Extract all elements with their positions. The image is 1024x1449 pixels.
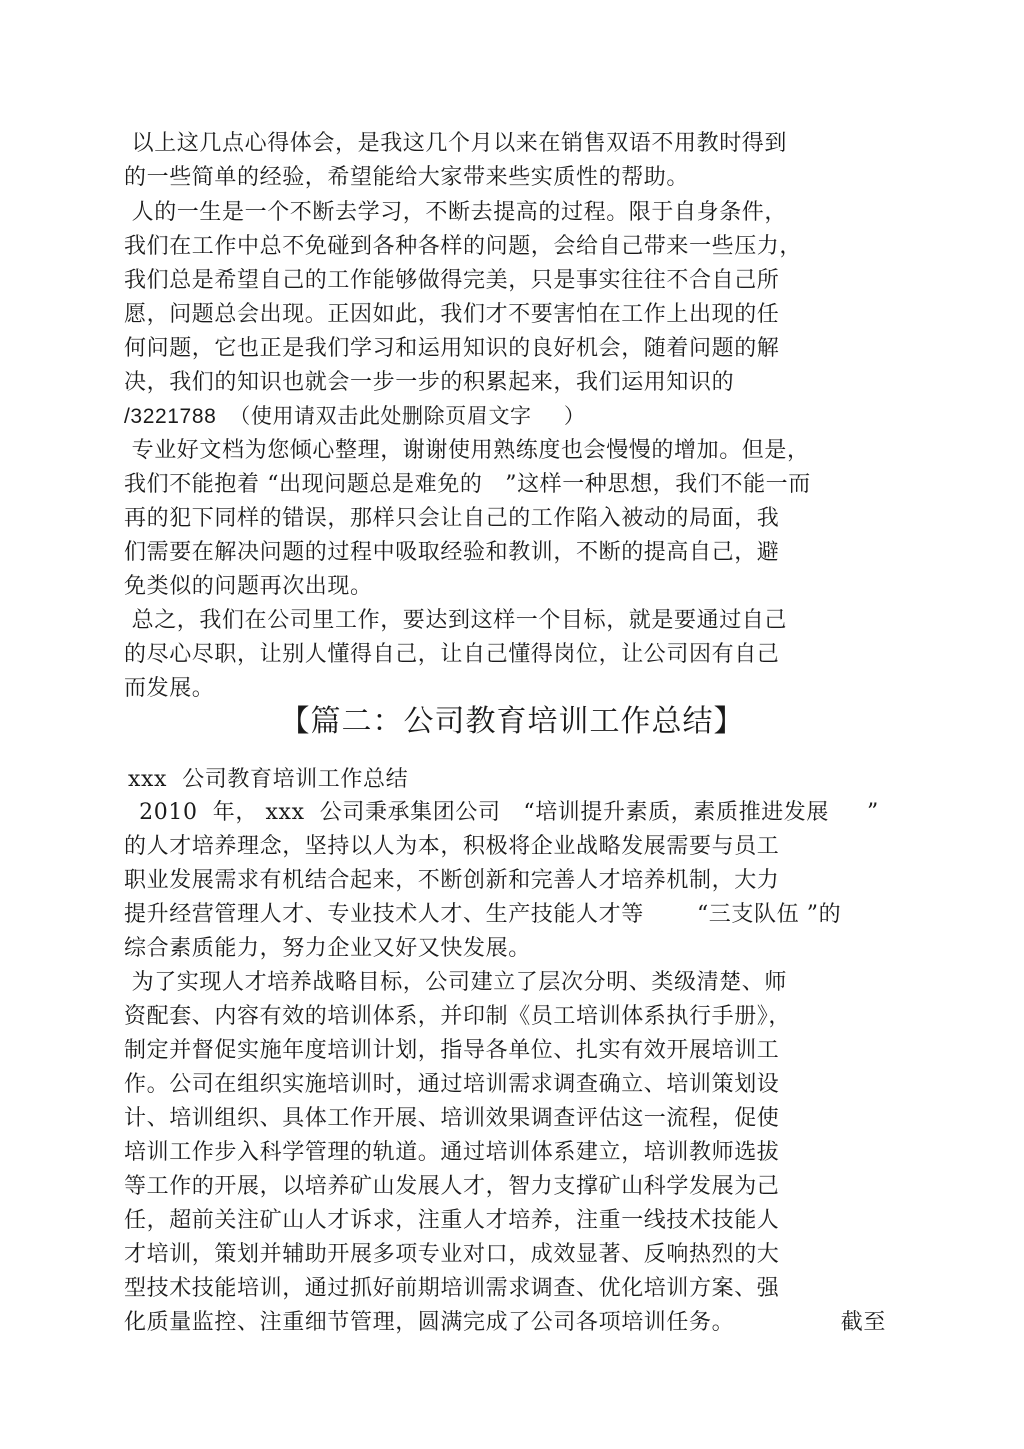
paragraph-line: 我们在工作中总不免碰到各种各样的问题，会给自己带来一些压力， — [124, 234, 803, 259]
paragraph-line: 型技术技能培训，通过抓好前期培训需求调查、优化培训方案、强 — [124, 1276, 780, 1301]
paragraph-line: 计、培训组织、具体工作开展、培训效果调查评估这一流程，促使 — [124, 1106, 780, 1131]
paragraph-line: 专业好文档为您倾心整理，谢谢使用熟练度也会慢慢的增加。但是， — [124, 438, 810, 463]
paragraph-line: 何问题，它也正是我们学习和运用知识的良好机会，随着问题的解 — [124, 336, 780, 361]
paragraph-line: 的一些简单的经验，希望能给大家带来些实质性的帮助。 — [124, 165, 690, 190]
paragraph-line: 而发展。 — [124, 676, 215, 701]
paragraph-line: 任，超前关注矿山人才诉求，注重人才培养，注重一线技术技能人 — [124, 1208, 780, 1233]
header-note: /3221788 （使用请双击此处删除页眉文字 ） — [124, 405, 586, 428]
paragraph-line: 制定并督促实施年度培训计划，指导各单位、扎实有效开展培训工 — [124, 1038, 780, 1063]
section-heading: 【篇二：公司教育培训工作总结】 — [279, 704, 745, 739]
paragraph-line: 作。公司在组织实施培训时，通过培训需求调查确立、培训策划设 — [124, 1072, 780, 1097]
section-subtitle: xxx 公司教育培训工作总结 — [128, 767, 409, 792]
paragraph-line-tail: 截至 — [840, 1310, 886, 1335]
paragraph-line: 决，我们的知识也就会一步一步的积累起来，我们运用知识的 — [124, 370, 735, 395]
paragraph-line: 们需要在解决问题的过程中吸取经验和教训，不断的提高自己，避 — [124, 540, 780, 565]
paragraph-line: 我们不能抱着 “出现问题总是难免的 ”这样一种思想，我们不能一而 — [124, 472, 811, 497]
paragraph-line: 资配套、内容有效的培训体系，并印制《员工培训体系执行手册》， — [124, 1004, 792, 1029]
paragraph-line: 等工作的开展，以培养矿山发展人才，智力支撑矿山科学发展为己 — [124, 1174, 780, 1199]
paragraph-line: 免类似的问题再次出现。 — [124, 574, 373, 599]
paragraph-line: 培训工作步入科学管理的轨道。通过培训体系建立，培训教师选拔 — [124, 1140, 780, 1165]
paragraph-line: 人的一生是一个不断去学习，不断去提高的过程。限于自身条件， — [124, 200, 787, 225]
paragraph-line: 才培训，策划并辅助开展多项专业对口，成效显著、反响热烈的大 — [124, 1242, 780, 1267]
paragraph-line: 的尽心尽职，让别人懂得自己，让自己懂得岗位，让公司因有自己 — [124, 642, 780, 667]
paragraph-line: 总之，我们在公司里工作，要达到这样一个目标，就是要通过自己 — [124, 608, 787, 633]
paragraph-line: 职业发展需求有机结合起来，不断创新和完善人才培养机制，大力 — [124, 868, 780, 893]
paragraph-line: 提升经营管理人才、专业技术人才、生产技能人才等 “三支队伍 ”的 — [124, 902, 842, 927]
paragraph-line: 2010 年， xxx 公司秉承集团公司 “培训提升素质，素质推进发展 ” — [124, 800, 879, 825]
paragraph-line: 综合素质能力，努力企业又好又快发展。 — [124, 936, 531, 961]
paragraph-line: 的人才培养理念，坚持以人为本，积极将企业战略发展需要与员工 — [124, 834, 780, 859]
paragraph-line: 我们总是希望自己的工作能够做得完美，只是事实往往不合自己所 — [124, 268, 780, 293]
paragraph-line: 再的犯下同样的错误，那样只会让自己的工作陷入被动的局面，我 — [124, 506, 780, 531]
paragraph-line: 化质量监控、注重细节管理，圆满完成了公司各项培训任务。 — [124, 1310, 735, 1335]
paragraph-line: 以上这几点心得体会，是我这几个月以来在销售双语不用教时得到 — [124, 131, 787, 156]
paragraph-line: 为了实现人才培养战略目标，公司建立了层次分明、类级清楚、师 — [124, 970, 787, 995]
paragraph-line: 愿，问题总会出现。正因如此，我们才不要害怕在工作上出现的任 — [124, 302, 780, 327]
